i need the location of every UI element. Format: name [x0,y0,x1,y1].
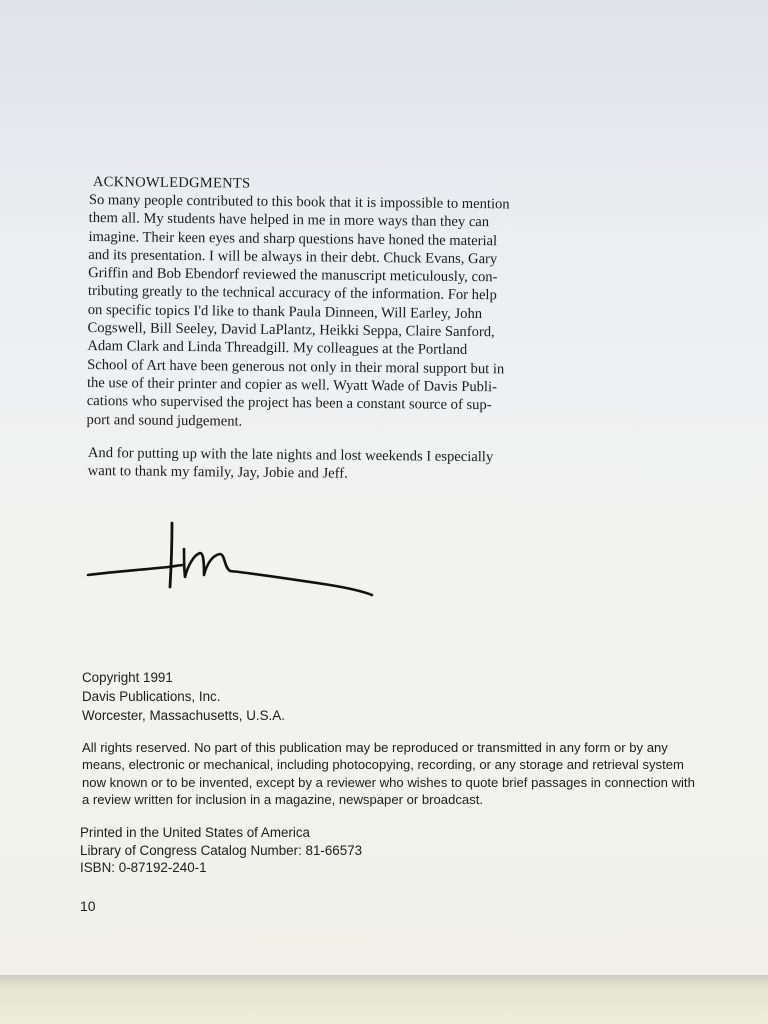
rights-line: means, electronic or mechanical, including photocopying, recording, or any storage and retrieval system [82,757,684,773]
closing-line: And for putting up with the late nights and lost weekends I especially [87,444,494,466]
paragraph-line: So many people contributed to this book that it is impossible to mention [88,191,510,213]
paragraph-line: the use of their printer and copier as well. Wyatt Wade of Davis Publi- [86,374,498,396]
paragraph-line: Griffin and Bob Ebendorf reviewed the manuscript meticulously, con- [88,265,498,286]
rights-line: a review written for inclusion in a magazine, newspaper or broadcast. [82,792,484,808]
paragraph-line: Adam Clark and Linda Threadgill. My colleagues at the Portland [87,338,468,359]
rights-line: All rights reserved. No part of this publication may be reproduced or transmitted in any form or by any [82,740,668,755]
paragraph-line: tributing greatly to the technical accuracy of the information. For help [87,283,497,304]
closing-paragraph [88,444,648,486]
publisher-line: Davis Publications, Inc. [82,689,221,704]
paragraph-line: on specific topics I'd like to thank Paula Dinneen, Will Earley, John [87,301,483,322]
page-edge-background [0,975,768,1024]
closing-line: want to thank my family, Jay, Jobie and Jeff. [87,463,348,483]
paragraph-line: cations who supervised the project has been a constant source of sup- [86,393,492,414]
page-number: 10 [80,898,96,914]
acknowledgments-paragraph [87,191,649,435]
isbn-line: ISBN: 0-87192-240-1 [80,860,207,875]
printing-info [80,824,362,877]
catalog-number-line: Library of Congress Catalog Number: 81-66573 [80,842,363,858]
author-signature [80,515,380,605]
publisher-location-line: Worcester, Massachusetts, U.S.A. [82,708,285,723]
printed-in-line: Printed in the United States of America [80,825,310,840]
paragraph-line: and its presentation. I will be always in their debt. Chuck Evans, Gary [88,246,498,268]
rights-line: now known or to be invented, except by a reviewer who wishes to quote brief passages in connection with [82,774,695,790]
paragraph-line: School of Art have been generous not only in their moral support but in [87,356,505,378]
copyright-line: Copyright 1991 [82,670,173,685]
paragraph-line: them all. My students have helped in me in more ways than they can [88,210,490,231]
rights-notice [82,739,768,809]
acknowledgments-heading: ACKNOWLEDGMENTS [92,174,251,192]
paragraph-line: imagine. Their keen eyes and sharp questions have honed the material [88,228,498,249]
paragraph-line: port and sound judgement. [86,411,243,430]
paragraph-line: Cogswell, Bill Seeley, David LaPlantz, Heikki Seppa, Claire Sanford, [87,320,495,341]
copyright-block [82,668,285,725]
